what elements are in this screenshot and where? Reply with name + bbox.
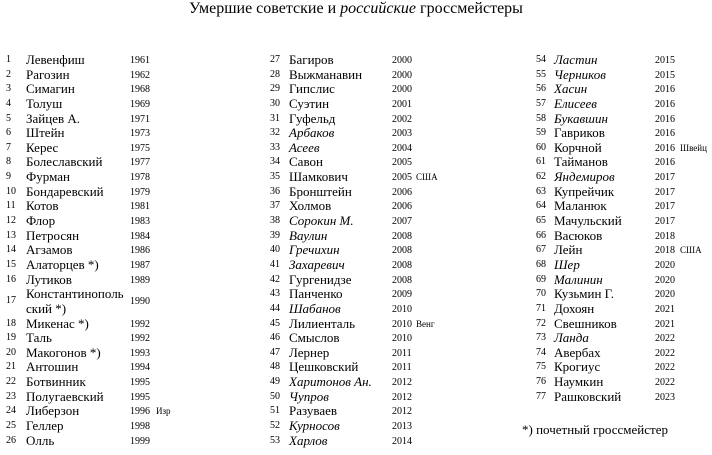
death-year: 2008 xyxy=(392,274,412,286)
grandmaster-name: Гавриков xyxy=(554,125,605,141)
rank-number: 40 xyxy=(270,244,280,256)
grandmaster-name: Выжманавин xyxy=(289,66,363,82)
death-year: 2023 xyxy=(655,391,675,403)
grandmaster-name: Савон xyxy=(289,154,323,170)
title-start: Умершие советские и xyxy=(189,0,341,17)
death-year: 2006 xyxy=(392,201,412,213)
grandmaster-name: Сорокин М. xyxy=(289,213,354,229)
grandmaster-name: Ластин xyxy=(554,52,598,67)
grandmaster-name: Суэтин xyxy=(289,95,330,111)
rank-number: 5 xyxy=(6,112,11,124)
death-year: 2010 xyxy=(392,303,412,315)
grandmaster-name: Гипслис xyxy=(289,81,335,97)
rank-number: 43 xyxy=(270,288,280,300)
rank-number: 36 xyxy=(270,185,280,197)
death-year: 2008 xyxy=(392,230,412,242)
rank-number: 10 xyxy=(6,185,16,197)
rank-number: 63 xyxy=(536,185,546,197)
rank-number: 14 xyxy=(6,244,16,256)
rank-number: 60 xyxy=(536,141,546,153)
death-year: 2001 xyxy=(392,98,412,110)
death-year: 1979 xyxy=(130,186,150,198)
death-year: 2016 xyxy=(655,113,675,125)
rank-number: 75 xyxy=(536,361,546,373)
death-year: 2016 xyxy=(655,84,675,96)
rank-number: 30 xyxy=(270,97,280,109)
grandmaster-name: Агзамов xyxy=(26,242,73,258)
rank-number: 26 xyxy=(6,434,16,446)
death-year: 1992 xyxy=(130,333,150,345)
rank-number: 3 xyxy=(6,83,11,95)
death-year: 1992 xyxy=(130,318,150,330)
death-year: 1984 xyxy=(130,230,150,242)
rank-number: 25 xyxy=(6,420,16,432)
rank-number: 27 xyxy=(270,54,280,65)
grandmaster-name: Олль xyxy=(26,432,55,448)
death-year: 2016 xyxy=(655,157,675,169)
rank-number: 19 xyxy=(6,332,16,344)
rank-number: 39 xyxy=(270,229,280,241)
death-year: 2011 xyxy=(392,347,412,359)
grandmaster-name: Левенфиш xyxy=(26,52,85,67)
grandmaster-name: Купрейчик xyxy=(554,183,615,199)
grandmaster-name: Либерзон xyxy=(26,403,80,419)
rank-number: 61 xyxy=(536,156,546,168)
grandmaster-name: Микенас *) xyxy=(26,315,89,331)
grandmaster-name: Панченко xyxy=(289,286,343,302)
death-year: 2015 xyxy=(655,69,675,81)
death-year: 1971 xyxy=(130,113,150,125)
rank-number: 58 xyxy=(536,112,546,124)
grandmaster-name: Ботвинник xyxy=(26,374,86,390)
death-year: 1986 xyxy=(130,245,150,257)
rank-number: 68 xyxy=(536,258,546,270)
grandmaster-name: Лейн xyxy=(554,242,583,258)
death-year: 2016 xyxy=(655,142,675,154)
rank-number: 73 xyxy=(536,332,546,344)
rank-number: 52 xyxy=(270,420,280,432)
death-year: 2016 xyxy=(655,98,675,110)
death-year: 2011 xyxy=(392,362,412,374)
country-note: США xyxy=(680,245,702,256)
grandmaster-name: Ваулин xyxy=(289,227,328,243)
rank-number: 31 xyxy=(270,112,280,124)
grandmaster-name: Гуфельд xyxy=(289,110,336,126)
death-year: 2021 xyxy=(655,318,675,330)
grandmaster-name: Петросян xyxy=(26,227,80,243)
death-year: 1987 xyxy=(130,259,150,271)
rank-number: 55 xyxy=(536,68,546,80)
country-note: Венг xyxy=(416,318,435,329)
grandmaster-name: Арбаков xyxy=(289,125,335,141)
grandmaster-name: Тайманов xyxy=(554,154,608,170)
death-year: 1961 xyxy=(130,55,150,66)
grandmaster-name: Крогиус xyxy=(554,359,601,375)
rank-number: 20 xyxy=(6,346,16,358)
rank-number: 11 xyxy=(6,200,16,212)
rank-number: 70 xyxy=(536,288,546,300)
death-year: 2012 xyxy=(392,391,412,403)
rank-number: 9 xyxy=(6,171,11,183)
rank-number: 7 xyxy=(6,141,11,153)
death-year: 2012 xyxy=(392,377,412,389)
grandmaster-name: Цешковский xyxy=(289,359,359,375)
grandmaster-name: Смыслов xyxy=(289,330,340,346)
death-year: 1973 xyxy=(130,128,150,140)
rank-number: 6 xyxy=(6,127,11,139)
rank-number: 56 xyxy=(536,83,546,95)
death-year: 1990 xyxy=(130,296,150,308)
death-year: 1969 xyxy=(130,98,150,110)
country-note: Изр xyxy=(156,406,171,417)
rank-number: 59 xyxy=(536,127,546,139)
grandmaster-name: Болеславский xyxy=(26,154,103,170)
death-year: 2010 xyxy=(392,318,412,330)
rank-number: 50 xyxy=(270,390,280,402)
rank-number: 62 xyxy=(536,171,546,183)
death-year: 1962 xyxy=(130,69,150,81)
grandmaster-name: Малинин xyxy=(554,271,603,287)
grandmaster-name: Лилиенталь xyxy=(289,315,356,331)
rank-number: 49 xyxy=(270,376,280,388)
grandmaster-name: Кузьмин Г. xyxy=(554,286,614,302)
grandmaster-name: Антошин xyxy=(26,359,79,375)
grandmaster-name: Яндемиров xyxy=(554,169,615,185)
death-year: 2018 xyxy=(655,230,675,242)
death-year: 2006 xyxy=(392,186,412,198)
rank-number: 12 xyxy=(6,215,16,227)
rank-number: 22 xyxy=(6,376,16,388)
death-year: 2014 xyxy=(392,435,412,447)
death-year: 2005 xyxy=(392,157,412,169)
rank-number: 64 xyxy=(536,200,546,212)
rank-number: 77 xyxy=(536,390,546,402)
death-year: 2018 xyxy=(655,245,675,257)
title-italic-word: российские xyxy=(340,0,417,17)
rank-number: 17 xyxy=(6,295,16,307)
footnote: *) почетный гроссмейстер xyxy=(522,422,668,437)
death-year: 2000 xyxy=(392,55,412,66)
grandmaster-name: Лутиков xyxy=(26,271,72,287)
rank-number: 65 xyxy=(536,215,546,227)
grandmaster-name: Толуш xyxy=(26,95,63,111)
grandmaster-name: Флор xyxy=(26,213,56,229)
grandmaster-name: Дохоян xyxy=(554,300,595,316)
rank-number: 21 xyxy=(6,361,16,373)
grandmaster-name: Захаревич xyxy=(289,256,345,272)
rank-number: 53 xyxy=(270,434,280,446)
grandmaster-name: Корчной xyxy=(554,139,602,155)
grandmaster-name: Харлов xyxy=(289,432,328,448)
rank-number: 33 xyxy=(270,141,280,153)
rank-number: 44 xyxy=(270,302,280,314)
death-year: 2012 xyxy=(392,406,412,418)
grandmaster-name: Таль xyxy=(26,330,52,346)
grandmaster-name: Гречихин xyxy=(289,242,340,258)
death-year: 2010 xyxy=(392,333,412,345)
death-year: 2004 xyxy=(392,142,412,154)
grandmaster-name: Наумкин xyxy=(554,374,604,390)
death-year: 1981 xyxy=(130,201,150,213)
rank-number: 1 xyxy=(6,54,11,65)
grandmaster-name: Полугаевский xyxy=(26,388,104,404)
death-year: 2021 xyxy=(655,303,675,315)
page-title xyxy=(0,0,712,17)
death-year: 1978 xyxy=(130,172,150,184)
grandmaster-name: Бронштейн xyxy=(289,183,352,199)
rank-number: 2 xyxy=(6,68,11,80)
rank-number: 45 xyxy=(270,317,280,329)
grandmaster-name: Макогонов *) xyxy=(26,344,101,360)
grandmaster-name: Холмов xyxy=(289,198,332,214)
rank-number: 15 xyxy=(6,258,16,270)
grandmaster-name: Рагозин xyxy=(26,66,70,82)
death-year: 2015 xyxy=(655,55,675,66)
death-year: 2017 xyxy=(655,172,675,184)
death-year: 2017 xyxy=(655,216,675,228)
grandmaster-name: Букавшин xyxy=(554,110,608,126)
rank-number: 34 xyxy=(270,156,280,168)
grandmaster-name: Черников xyxy=(554,66,606,82)
death-year: 2020 xyxy=(655,289,675,301)
death-year: 1977 xyxy=(130,157,150,169)
grandmaster-name: Алаторцев *) xyxy=(26,256,99,272)
rank-number: 74 xyxy=(536,346,546,358)
rank-number: 69 xyxy=(536,273,546,285)
rank-number: 67 xyxy=(536,244,546,256)
death-year: 2008 xyxy=(392,245,412,257)
death-year: 2000 xyxy=(392,69,412,81)
grandmaster-name: Разуваев xyxy=(289,403,338,419)
grandmaster-name: Геллер xyxy=(26,418,64,434)
death-year: 1996 xyxy=(130,406,150,418)
rank-number: 71 xyxy=(536,302,546,314)
rank-number: 72 xyxy=(536,317,546,329)
death-year: 1993 xyxy=(130,347,150,359)
rank-number: 41 xyxy=(270,258,280,270)
death-year: 2020 xyxy=(655,274,675,286)
rank-number: 28 xyxy=(270,68,280,80)
rank-number: 16 xyxy=(6,273,16,285)
grandmaster-name: Шер xyxy=(554,256,580,272)
death-year: 1975 xyxy=(130,142,150,154)
grandmaster-name: Симагин xyxy=(26,81,75,97)
grandmaster-name: Чупров xyxy=(289,388,329,404)
death-year: 2000 xyxy=(392,84,412,96)
rank-number: 66 xyxy=(536,229,546,241)
death-year: 2017 xyxy=(655,186,675,198)
rank-number: 18 xyxy=(6,317,16,329)
rank-number: 4 xyxy=(6,97,11,109)
death-year: 2017 xyxy=(655,201,675,213)
death-year: 2008 xyxy=(392,259,412,271)
grandmaster-name: Свешников xyxy=(554,315,617,331)
rank-number: 48 xyxy=(270,361,280,373)
death-year: 2022 xyxy=(655,377,675,389)
grandmaster-name: Багиров xyxy=(289,52,334,67)
death-year: 1994 xyxy=(130,362,150,374)
death-year: 1998 xyxy=(130,421,150,433)
grandmaster-name: Авербах xyxy=(554,344,601,360)
death-year: 2009 xyxy=(392,289,412,301)
death-year: 2005 xyxy=(392,172,412,184)
grandmaster-name: Елисеев xyxy=(554,95,597,111)
grandmaster-name: Мачульский xyxy=(554,213,622,229)
grandmaster-name: Рашковский xyxy=(554,388,622,404)
death-year: 1995 xyxy=(130,377,150,389)
rank-number: 29 xyxy=(270,83,280,95)
death-year: 2013 xyxy=(392,421,412,433)
grandmaster-name: Маланюк xyxy=(554,198,607,214)
death-year: 2002 xyxy=(392,113,412,125)
rank-number: 76 xyxy=(536,376,546,388)
death-year: 1983 xyxy=(130,216,150,228)
rank-number: 57 xyxy=(536,97,546,109)
death-year: 2022 xyxy=(655,362,675,374)
rank-number: 51 xyxy=(270,405,280,417)
rank-number: 46 xyxy=(270,332,280,344)
grandmaster-name: Шабанов xyxy=(289,300,341,316)
rank-number: 8 xyxy=(6,156,11,168)
death-year: 2016 xyxy=(655,128,675,140)
rank-number: 24 xyxy=(6,405,16,417)
grandmaster-name: Шамкович xyxy=(289,169,348,185)
grandmaster-name: Котов xyxy=(26,198,59,214)
rank-number: 54 xyxy=(536,54,546,65)
death-year: 2022 xyxy=(655,347,675,359)
grandmaster-name: Штейн xyxy=(26,125,65,141)
death-year: 1999 xyxy=(130,435,150,447)
death-year: 1968 xyxy=(130,84,150,96)
country-note: Швейц xyxy=(680,142,707,153)
rank-number: 23 xyxy=(6,390,16,402)
grandmaster-name: Керес xyxy=(26,139,59,155)
grandmaster-name: Лернер xyxy=(289,344,330,360)
rank-number: 37 xyxy=(270,200,280,212)
rank-number: 13 xyxy=(6,229,16,241)
rank-number: 42 xyxy=(270,273,280,285)
death-year: 2007 xyxy=(392,216,412,228)
rank-number: 47 xyxy=(270,346,280,358)
grandmaster-name: Гургенидзе xyxy=(289,271,352,287)
rank-number: 38 xyxy=(270,215,280,227)
rank-number: 32 xyxy=(270,127,280,139)
grandmaster-name: Зайцев А. xyxy=(26,110,80,126)
grandmaster-name: Ланда xyxy=(554,330,589,346)
death-year: 2022 xyxy=(655,333,675,345)
grandmaster-name: Фурман xyxy=(26,169,70,185)
grandmaster-name: Бондаревский xyxy=(26,183,104,199)
death-year: 2020 xyxy=(655,259,675,271)
grandmaster-name: Константинопольский *) xyxy=(26,286,124,317)
title-end: гроссмейстеры xyxy=(416,0,523,17)
death-year: 2003 xyxy=(392,128,412,140)
grandmaster-name: Васюков xyxy=(554,227,603,243)
country-note: США xyxy=(416,172,438,183)
death-year: 1995 xyxy=(130,391,150,403)
grandmaster-name: Асеев xyxy=(289,139,320,155)
grandmaster-name: Хасин xyxy=(554,81,588,97)
grandmaster-name: Курносов xyxy=(289,418,340,434)
death-year: 1989 xyxy=(130,274,150,286)
grandmaster-name: Харитонов Ан. xyxy=(289,374,372,390)
rank-number: 35 xyxy=(270,171,280,183)
